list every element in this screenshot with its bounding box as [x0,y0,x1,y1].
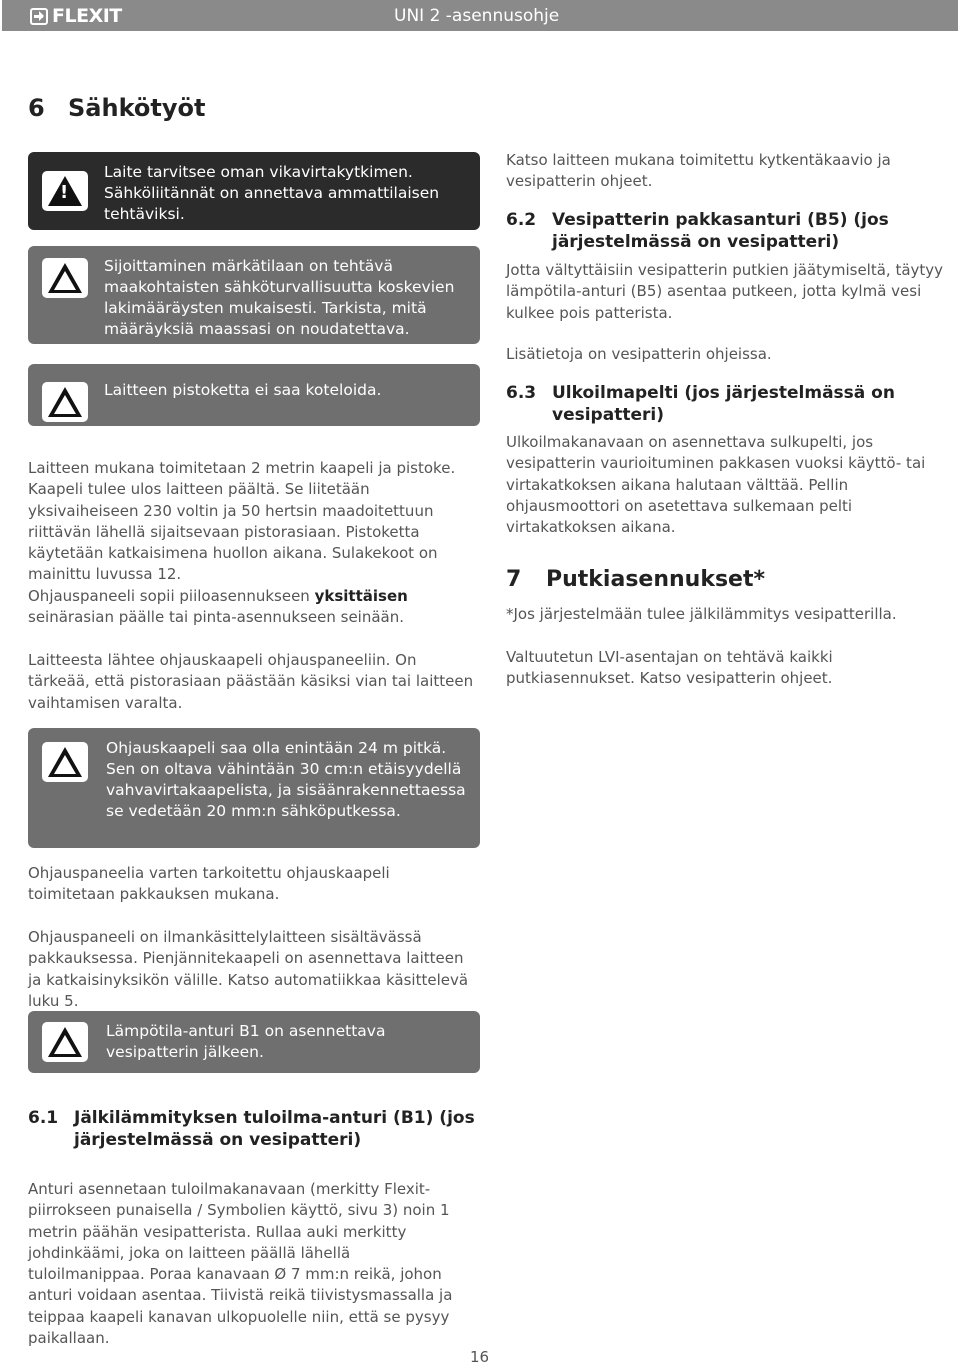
logo-text: FLEXIT [52,5,122,27]
text-run: seinärasian päälle tai pinta-asennukseen seinään. [28,608,405,627]
section-title: Sähkötyöt [68,94,206,122]
section-title: Jälkilämmityksen tuloilma-anturi (B1) (jos järjestelmässä on vesipatteri) [74,1108,475,1150]
warning-box-rcd [28,152,480,230]
paragraph-reheat-note: *Jos järjestelmään tulee jälkilämmitys vesipatterilla. [506,605,897,623]
warning-box-control-cable [28,728,480,848]
section-number: 6.1 [28,1108,59,1128]
warning-text: Laite tarvitsee oman vikavirtakytkimen. Sähköliitännät on annettava ammattilaisen tehtäviksi. [104,163,440,223]
section-6-1-heading [28,1107,480,1151]
section-6-heading [28,94,205,122]
paragraph-control-cable: Laitteesta lähtee ohjauskaapeli ohjauspaneeliin. On tärkeää, että pistorasiaan päästään käsiksi vian tai laitteen vaihtamisen varalta. [28,651,474,712]
section-title: Ulkoilmapelti (jos järjestelmässä on vesipatteri) [552,383,895,425]
warning-text: Lämpötila-anturi B1 on asennettava vesipatterin jälkeen. [106,1022,386,1061]
warning-box-plug [28,364,480,426]
paragraph-cable: Laitteen mukana toimitetaan 2 metrin kaapeli ja pistoke. Kaapeli tulee ulos laitteen päältä. Se liitetään yksivaiheiseen 230 voltin ja 50 hertsin maadoitettuun riittävän lähellä sijaitsevaan pistorasiaan. Pistoketta käytetään katkaisimena huollon aikana. Sulakekoot on mainittu luvussa 12. [28,459,456,584]
flexit-logo [30,6,122,26]
paragraph-wiring-diagram: Katso laitteen mukana toimitettu kytkentäkaavio ja vesipatterin ohjeet. [506,151,891,191]
section-title: Vesipatterin pakkasanturi (B5) (jos järjestelmässä on vesipatteri) [552,210,889,252]
document-title: UNI 2 -asennusohje [394,6,560,26]
warning-exclamation-icon [42,171,88,211]
section-title: Putkiasennukset* [546,567,765,592]
paragraph-frost-sensor: Jotta vältyttäisiin vesipatterin putkien jäätymiseltä, täytyy lämpötila-anturi (B5) asentaa putkeen, jotta kylmä vesi kulkee pois patterista. [506,261,944,322]
warning-text: Sijoittaminen märkätilaan on tehtävä maakohtaisten sähköturvallisuutta koskevien lakimääräysten mukaisesti. Tarkista, mitä määräyksiä maassasi on noudatettava. [104,257,455,338]
section-number: 7 [506,567,522,592]
text-run-bold: yksittäisen [314,587,408,605]
warning-triangle-icon [42,382,88,422]
section-number: 6.3 [506,383,537,403]
section-6-3-heading [506,382,946,426]
warning-triangle-icon [42,258,88,298]
paragraph-plumbing: Valtuutetun LVI-asentajan on tehtävä kaikki putkiasennukset. Katso vesipatterin ohjeet. [506,648,833,688]
paragraph-outdoor-damper: Ulkoilmakanavaan on asennettava sulkupelti, jos vesipatterin vaurioituminen pakkasen vuoksi käyttö- tai virtakatkoksen aikana halutaan välttää. Pellin ohjausmoottori on asetettava sulkemaan pelti virtakatkoksen aikana. [506,433,926,537]
warning-text: Laitteen pistoketta ei saa koteloida. [104,381,382,399]
section-number: 6 [28,94,45,122]
warning-box-sensor-b1 [28,1011,480,1073]
page-number: 16 [470,1348,490,1366]
paragraph-control-panel-package: Ohjauspaneeli on ilmankäsittelylaitteen sisältävässä pakkauksessa. Pienjännitekaapeli on asennettava laitteen ja katkaisinyksikön välille. Katso automatiikkaa käsittelevä luku 5. [28,928,469,1010]
warning-text: Ohjauskaapeli saa olla enintään 24 m pitkä. Sen on oltava vähintään 30 cm:n etäisyydellä vahvavirtakaapelista, ja sisäänrakennettaessa se vedetään 20 mm:n sähköputkessa. [106,739,466,820]
page-header [2,0,958,31]
warning-triangle-icon [42,1022,88,1062]
paragraph-control-panel-mount [28,586,480,629]
section-6-2-heading [506,209,946,253]
paragraph-more-info: Lisätietoja on vesipatterin ohjeissa. [506,345,772,363]
text-run: Ohjauspaneeli sopii piiloasennukseen [28,587,315,605]
warning-triangle-icon [42,742,88,782]
flexit-logo-icon [30,8,48,25]
section-number: 6.2 [506,210,537,230]
warning-box-wet-room [28,246,480,344]
paragraph-control-cable-supplied: Ohjauspaneelia varten tarkoitettu ohjauskaapeli toimitetaan pakkauksen mukana. [28,864,390,904]
paragraph-sensor-b1: Anturi asennetaan tuloilmakanavaan (merkitty Flexit-piirrokseen punaisella / Symbolien käyttö, sivu 3) noin 1 metrin päähän vesipatterista. Rullaa auki merkitty johdinkäämi, joka on laitteen päällä lähellä tuloilmanippaa. Poraa kanavaan Ø 7 mm:n reikä, johon anturi voidaan asentaa. Tiivistä reikä tiivistysmassalla ja teippaa kaapeli kanavan ulkopuolelle niin, että se pysyy paikallaan. [28,1180,453,1348]
section-7-heading [506,567,765,592]
